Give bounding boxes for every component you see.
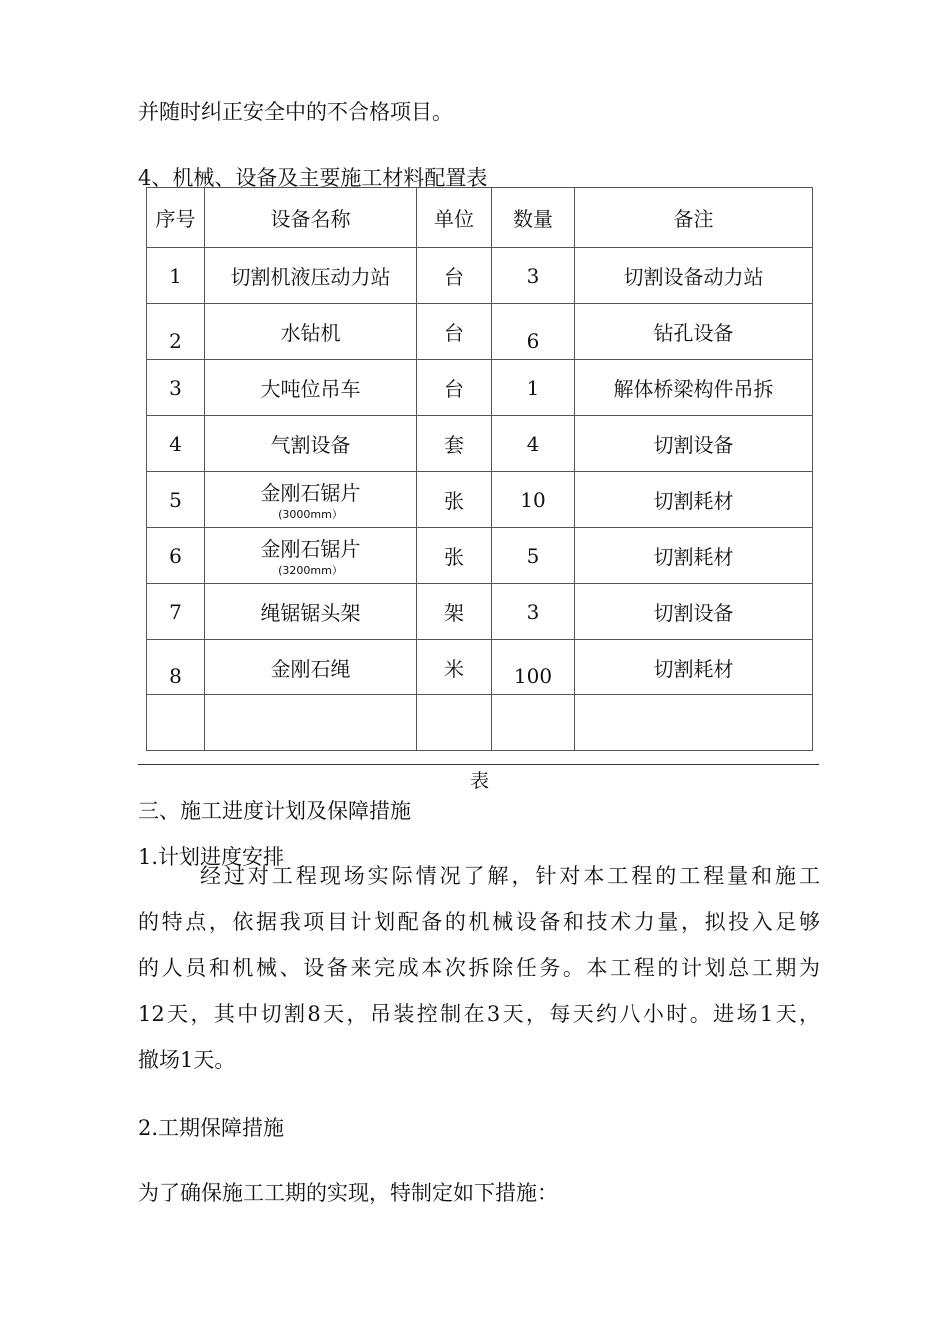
paragraph-line: 12天，其中切割8天，吊装控制在3天，每天约八小时。进场1天， [138, 1002, 820, 1026]
row-qty: 10 [492, 472, 575, 528]
header-cell: 备注 [575, 188, 813, 248]
row-name-cell [205, 472, 417, 528]
row-no: 5 [147, 472, 205, 528]
row-name: 大吨位吊车 [205, 360, 417, 416]
row-note: 切割设备 [575, 416, 813, 472]
row-qty: 3 [492, 584, 575, 640]
table-row [147, 472, 813, 528]
paragraph-line: 撤场1天。 [138, 1048, 236, 1072]
table-row [147, 584, 813, 640]
row-no: 4 [147, 416, 205, 472]
paragraph-line: 的特点，依据我项目计划配备的机械设备和技术力量，拟投入足够 [138, 910, 820, 934]
row-unit: 张 [417, 528, 492, 584]
row-unit: 台 [417, 360, 492, 416]
header-cell: 设备名称 [205, 188, 417, 248]
row-note: 切割耗材 [575, 528, 813, 584]
row-name-cell [205, 528, 417, 584]
row-name: 金刚石绳 [205, 640, 417, 695]
row-qty: 4 [492, 416, 575, 472]
header-cell: 数量 [492, 188, 575, 248]
row-name: 金刚石锯片 [260, 481, 361, 505]
row-note: 切割设备动力站 [575, 248, 813, 304]
row-note: 钻孔设备 [575, 304, 813, 360]
row-note: 解体桥梁构件吊拆 [575, 360, 813, 416]
table-row [147, 248, 813, 304]
table-caption: 表 [470, 770, 490, 792]
row-unit: 架 [417, 584, 492, 640]
row-no: 7 [147, 584, 205, 640]
row-qty: 3 [492, 248, 575, 304]
closing-line: 为了确保施工工期的实现，特制定如下措施： [138, 1181, 558, 1205]
row-name: 金刚石锯片 [260, 537, 361, 561]
row-unit: 套 [417, 416, 492, 472]
row-qty: 5 [492, 528, 575, 584]
row-unit: 米 [417, 640, 492, 695]
row-note: 切割耗材 [575, 472, 813, 528]
row-unit: 台 [417, 304, 492, 360]
paragraph-line: 经过对工程现场实际情况了解，针对本工程的工程量和施工 [200, 864, 820, 888]
row-name: 绳锯锯头架 [205, 584, 417, 640]
table-row [147, 528, 813, 584]
row-name-spec: (3200mm） [278, 564, 343, 577]
row-name: 水钻机 [205, 304, 417, 360]
row-no: 2 [147, 304, 205, 360]
table-row [147, 304, 813, 360]
row-name: 气割设备 [205, 416, 417, 472]
row-name: 切割机液压动力站 [205, 248, 417, 304]
header-cell: 单位 [417, 188, 492, 248]
row-no: 1 [147, 248, 205, 304]
table-row [147, 360, 813, 416]
row-qty: 6 [492, 304, 575, 360]
row-qty: 1 [492, 360, 575, 416]
table-heading: 4、机械、设备及主要施工材料配置表 [138, 166, 488, 190]
row-unit: 张 [417, 472, 492, 528]
row-unit: 台 [417, 248, 492, 304]
row-note: 切割耗材 [575, 640, 813, 695]
schedule-paragraph [138, 853, 820, 1083]
row-no: 3 [147, 360, 205, 416]
section-heading: 三、施工进度计划及保障措施 [138, 799, 411, 823]
table-header-row [147, 188, 813, 248]
table-empty-row [147, 695, 813, 751]
intro-line: 并随时纠正安全中的不合格项目。 [138, 100, 453, 124]
row-note: 切割设备 [575, 584, 813, 640]
row-qty: 100 [492, 640, 575, 695]
table-row [147, 640, 813, 695]
sub-heading-guarantee: 2.工期保障措施 [138, 1116, 285, 1140]
table-row [147, 416, 813, 472]
row-name-spec: (3000mm） [278, 508, 343, 521]
sub-heading-schedule: 1.计划进度安排 [138, 845, 285, 869]
row-no: 6 [147, 528, 205, 584]
row-no: 8 [147, 640, 205, 695]
divider [138, 764, 819, 765]
paragraph-line: 的人员和机械、设备来完成本次拆除任务。本工程的计划总工期为 [138, 956, 820, 980]
header-cell: 序号 [147, 188, 205, 248]
equipment-table [146, 187, 813, 751]
